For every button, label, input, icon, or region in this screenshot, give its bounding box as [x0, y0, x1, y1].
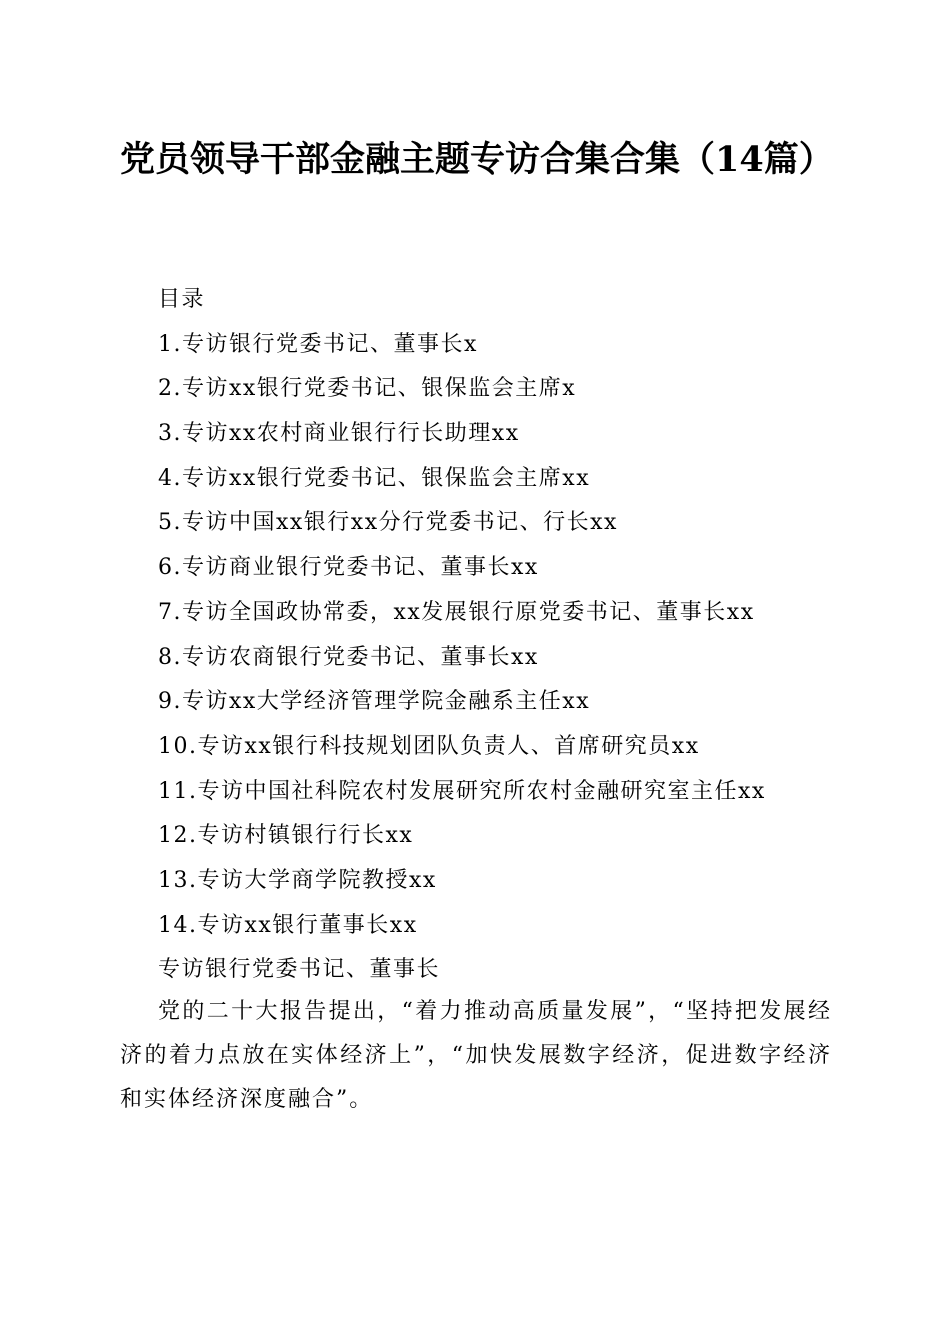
toc-item: 1.专访银行党委书记、董事长x: [158, 331, 478, 357]
toc-item: 5.专访中国xx银行xx分行党委书记、行长xx: [158, 510, 618, 536]
table-of-contents: [158, 278, 858, 948]
toc-item: 2.专访xx银行党委书记、银保监会主席x: [158, 376, 577, 402]
toc-item: 6.专访商业银行党委书记、董事长xx: [158, 555, 539, 581]
toc-item: 9.专访xx大学经济管理学院金融系主任xx: [158, 689, 591, 715]
toc-item: 12.专访村镇银行行长xx: [158, 823, 414, 849]
section-heading: 专访银行党委书记、董事长: [158, 957, 441, 982]
toc-item: 8.专访农商银行党委书记、董事长xx: [158, 644, 539, 670]
body-paragraph: 党的二十大报告提出，“着力推动高质量发展”，“坚持把发展经济的着力点放在实体经济上”，“加快发展数字经济，促进数字经济和实体经济深度融合”。: [120, 999, 832, 1112]
toc-item: 14.专访xx银行董事长xx: [158, 912, 418, 938]
toc-item: 13.专访大学商学院教授xx: [158, 867, 437, 893]
toc-item: 7.专访全国政协常委，xx发展银行原党委书记、董事长xx: [158, 599, 755, 625]
toc-item: 3.专访xx农村商业银行行长助理xx: [158, 421, 520, 447]
toc-item: 11.专访中国社科院农村发展研究所农村金融研究室主任xx: [158, 778, 766, 804]
toc-item: 4.专访xx银行党委书记、银保监会主席xx: [158, 465, 591, 491]
toc-heading: 目录: [158, 287, 206, 312]
document-title: 党员领导干部金融主题专访合集合集（14篇）: [120, 139, 834, 180]
toc-item: 10.专访xx银行科技规划团队负责人、首席研究员xx: [158, 733, 700, 759]
